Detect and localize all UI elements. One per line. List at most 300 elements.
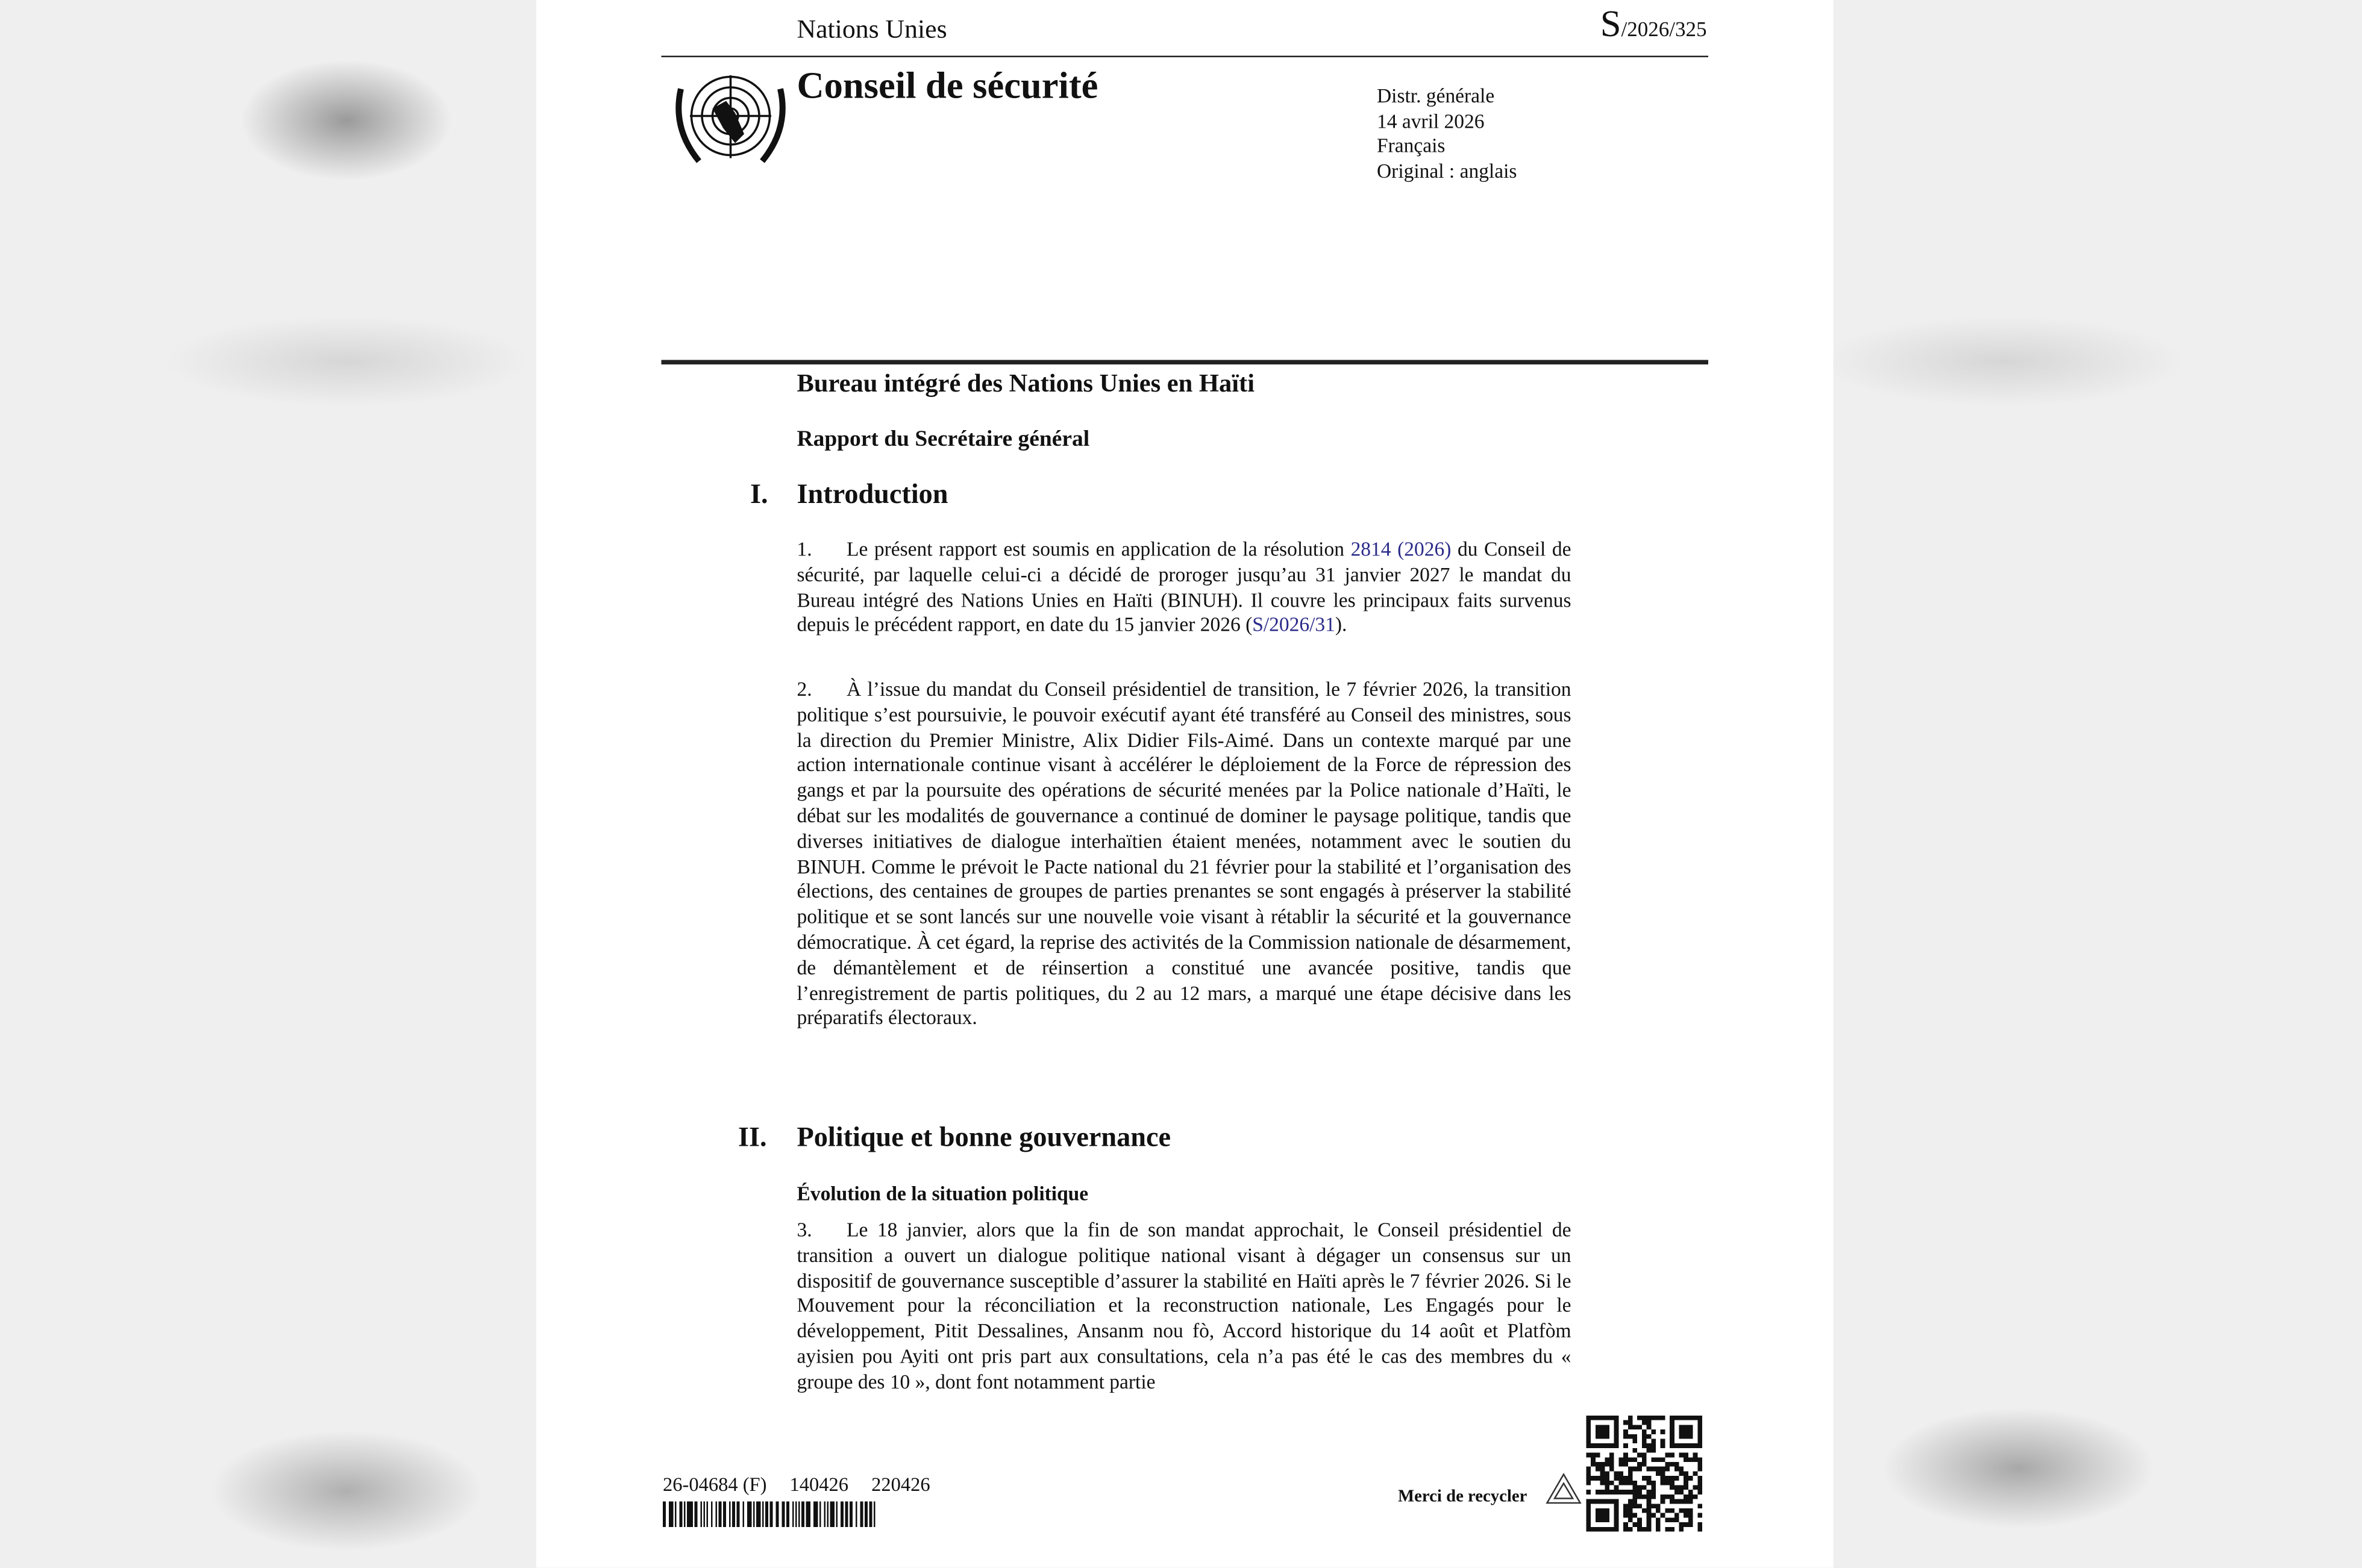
qr-module — [1647, 1425, 1652, 1429]
barcode-bar — [845, 1502, 848, 1528]
qr-module — [1688, 1476, 1693, 1481]
qr-module — [1647, 1476, 1652, 1481]
barcode-bar — [715, 1502, 716, 1528]
qr-module — [1587, 1476, 1591, 1481]
qr-module — [1665, 1527, 1670, 1532]
qr-module — [1647, 1517, 1652, 1522]
report-link[interactable]: S/2026/31 — [1252, 613, 1335, 636]
qr-module — [1656, 1504, 1661, 1508]
qr-module — [1674, 1499, 1679, 1504]
barcode-bar — [775, 1502, 778, 1528]
qr-module — [1605, 1457, 1609, 1462]
qr-module — [1656, 1416, 1661, 1420]
barcode-bar — [711, 1502, 712, 1528]
qr-module — [1591, 1476, 1596, 1481]
barcode-bar — [855, 1502, 857, 1528]
qr-module — [1670, 1462, 1674, 1467]
qr-module — [1697, 1457, 1702, 1462]
qr-module — [1661, 1481, 1665, 1485]
qr-module — [1670, 1499, 1674, 1504]
barcode-bar — [742, 1502, 745, 1528]
document-symbol — [1600, 5, 1707, 47]
qr-module — [1688, 1495, 1693, 1499]
qr-module — [1665, 1495, 1670, 1499]
qr-module — [1605, 1490, 1609, 1495]
qr-module — [1596, 1462, 1600, 1467]
qr-module — [1623, 1513, 1628, 1518]
qr-module — [1628, 1499, 1633, 1504]
qr-module — [1674, 1476, 1679, 1481]
barcode-bar — [874, 1502, 876, 1528]
qr-module — [1647, 1522, 1652, 1527]
qr-module — [1633, 1513, 1638, 1518]
qr-module — [1623, 1434, 1628, 1439]
qr-module — [1591, 1453, 1596, 1458]
qr-module — [1628, 1513, 1633, 1518]
qr-module — [1642, 1429, 1647, 1434]
qr-module — [1688, 1508, 1693, 1513]
qr-module — [1674, 1513, 1679, 1518]
barcode-bar — [835, 1502, 838, 1528]
qr-module — [1674, 1485, 1679, 1490]
title-rule — [662, 360, 1709, 364]
barcode-bar — [707, 1502, 708, 1528]
qr-module — [1623, 1481, 1628, 1485]
barcode-bar — [813, 1502, 814, 1528]
qr-module — [1697, 1467, 1702, 1472]
qr-module — [1661, 1439, 1665, 1444]
qr-module — [1609, 1457, 1614, 1462]
qr-module — [1651, 1416, 1656, 1420]
print-date-1: 140426 — [789, 1473, 849, 1496]
qr-module — [1587, 1453, 1591, 1458]
qr-module — [1628, 1471, 1633, 1476]
qr-module — [1651, 1485, 1656, 1490]
qr-module — [1651, 1481, 1656, 1485]
qr-module — [1674, 1490, 1679, 1495]
qr-module — [1651, 1513, 1656, 1518]
qr-module — [1642, 1476, 1647, 1481]
qr-module — [1647, 1504, 1652, 1508]
qr-module — [1614, 1476, 1619, 1481]
qr-module — [1684, 1476, 1688, 1481]
qr-module — [1670, 1476, 1674, 1481]
barcode-bar — [801, 1502, 805, 1528]
barcode-bar — [841, 1502, 843, 1528]
qr-module — [1609, 1453, 1614, 1458]
barcode-bar — [798, 1502, 800, 1528]
qr-module — [1688, 1522, 1693, 1527]
qr-module — [1623, 1453, 1628, 1458]
qr-module — [1609, 1490, 1614, 1495]
report-subtitle: Rapport du Secrétaire général — [797, 428, 1090, 452]
qr-module — [1642, 1434, 1647, 1439]
qr-module — [1633, 1434, 1638, 1439]
qr-module — [1684, 1481, 1688, 1485]
qr-module — [1618, 1476, 1623, 1481]
qr-module — [1679, 1508, 1684, 1513]
barcode-bar — [782, 1502, 785, 1528]
qr-module — [1628, 1527, 1633, 1532]
qr-module — [1693, 1485, 1698, 1490]
barcode-bar — [850, 1502, 852, 1528]
qr-module — [1661, 1416, 1665, 1420]
qr-module — [1651, 1429, 1656, 1434]
qr-module — [1633, 1490, 1638, 1495]
qr-module — [1618, 1457, 1623, 1462]
qr-module — [1693, 1453, 1698, 1458]
qr-module — [1628, 1434, 1633, 1439]
section-1-title: Introduction — [797, 480, 948, 511]
qr-module — [1587, 1467, 1591, 1472]
qr-module — [1697, 1527, 1702, 1532]
barcode-bar — [669, 1502, 673, 1528]
qr-module — [1628, 1476, 1633, 1481]
qr-module — [1642, 1420, 1647, 1425]
barcode-bar — [718, 1502, 722, 1528]
distribution-block — [1377, 84, 1517, 185]
qr-module — [1665, 1517, 1670, 1522]
qr-module — [1688, 1490, 1693, 1495]
qr-module — [1684, 1471, 1688, 1476]
qr-module — [1661, 1476, 1665, 1481]
barcode-bar — [703, 1502, 706, 1528]
qr-module — [1651, 1467, 1656, 1472]
footer-job-info — [663, 1473, 930, 1497]
qr-module — [1614, 1485, 1619, 1490]
qr-module — [1647, 1443, 1652, 1448]
qr-module — [1670, 1527, 1674, 1532]
qr-module — [1684, 1457, 1688, 1462]
qr-module — [1656, 1471, 1661, 1476]
barcode-bar — [748, 1502, 751, 1528]
barcode-bar — [732, 1502, 736, 1528]
qr-module — [1651, 1490, 1656, 1495]
report-title: Bureau intégré des Nations Unies en Haïti — [797, 369, 1255, 398]
org-name: Nations Unies — [797, 13, 947, 44]
qr-module — [1623, 1457, 1628, 1462]
qr-module — [1656, 1508, 1661, 1513]
symbol-prefix: S — [1600, 4, 1621, 45]
qr-module — [1665, 1481, 1670, 1485]
qr-module — [1637, 1504, 1642, 1508]
qr-module — [1670, 1485, 1674, 1490]
paragraph-text: Le 18 janvier, alors que la fin de son mandat approchait, le Conseil présidentiel de transition a ouvert un dialogue politique national visant à dégager un consensus sur un dispositif de gouvernance susceptible d’assurer la stabilité en Haïti après le 7 février 2026. Si le Mouvement pour la réconciliation et la reconstruction nationale, Les Engagés pour le développement, Pitit Dessalines, Ansanm nou fò, Accord historique du 14 août et Platfòm ayisien pou Ayiti ont pris part aux consultations, cela n’a pas été le cas des membres du « groupe des 10 », dont font notamment partie — [797, 1218, 1571, 1393]
qr-module — [1623, 1429, 1628, 1434]
qr-module — [1587, 1471, 1591, 1476]
qr-module — [1656, 1517, 1661, 1522]
qr-module — [1651, 1439, 1656, 1444]
qr-module — [1618, 1471, 1623, 1476]
qr-module — [1618, 1490, 1623, 1495]
qr-module — [1637, 1490, 1642, 1495]
qr-module — [1628, 1490, 1633, 1495]
qr-module — [1642, 1527, 1647, 1532]
qr-module — [1656, 1522, 1661, 1527]
qr-module — [1647, 1499, 1652, 1504]
qr-module — [1661, 1499, 1665, 1504]
qr-module — [1623, 1504, 1628, 1508]
qr-module — [1665, 1476, 1670, 1481]
barcode-bar — [792, 1502, 794, 1528]
qr-module — [1628, 1425, 1633, 1429]
qr-module — [1674, 1462, 1679, 1467]
distribution-type: Distr. générale — [1377, 84, 1495, 107]
qr-module — [1688, 1517, 1693, 1522]
barcode-bar — [869, 1502, 872, 1528]
qr-module — [1656, 1527, 1661, 1532]
qr-module — [1605, 1471, 1609, 1476]
qr-module — [1661, 1443, 1665, 1448]
print-date-2: 220426 — [871, 1473, 930, 1496]
qr-module — [1642, 1485, 1647, 1490]
barcode-bar — [815, 1502, 818, 1528]
barcode-bar — [828, 1502, 829, 1528]
qr-module — [1651, 1504, 1656, 1508]
qr-module — [1628, 1416, 1633, 1420]
qr-module — [1605, 1485, 1609, 1490]
qr-module — [1614, 1490, 1619, 1495]
qr-module — [1633, 1439, 1638, 1444]
qr-module — [1633, 1504, 1638, 1508]
qr-module — [1587, 1490, 1591, 1495]
qr-module — [1670, 1517, 1674, 1522]
section-2-number: II. — [738, 1123, 767, 1154]
qr-module — [1647, 1420, 1652, 1425]
barcode-bar — [686, 1502, 688, 1528]
barcode-bar — [770, 1502, 772, 1528]
qr-module — [1688, 1513, 1693, 1518]
qr-module — [1628, 1508, 1633, 1513]
qr-code-icon — [1587, 1416, 1703, 1532]
qr-module — [1623, 1476, 1628, 1481]
qr-module — [1623, 1522, 1628, 1527]
paragraph-number: 1. — [797, 537, 812, 560]
qr-module — [1693, 1495, 1698, 1499]
qr-module — [1600, 1476, 1605, 1481]
qr-module — [1637, 1517, 1642, 1522]
barcode-bar — [723, 1502, 725, 1528]
paragraph-text: Le présent rapport est soumis en application de la résolution — [847, 537, 1351, 560]
qr-module — [1684, 1485, 1688, 1490]
qr-module — [1661, 1513, 1665, 1518]
barcode-bar — [762, 1502, 763, 1528]
qr-module — [1591, 1457, 1596, 1462]
qr-module — [1697, 1481, 1702, 1485]
qr-module — [1633, 1481, 1638, 1485]
barcode-bar — [865, 1502, 868, 1528]
barcode-bar — [806, 1502, 810, 1528]
qr-module — [1647, 1481, 1652, 1485]
barcode-bar — [819, 1502, 821, 1528]
paragraph-text: du Conseil de sécurité, par laquelle celui-ci a décidé de proroger jusqu’au 31 janvier 2027 le mandat du Bureau intégré des Nations Unies en Haïti (BINUH). Il couvre les principaux faits survenus depuis le précédent rapport, en date du 15 janvier 2026 ( — [797, 537, 1571, 636]
qr-module — [1614, 1471, 1619, 1476]
qr-module — [1591, 1462, 1596, 1467]
qr-module — [1600, 1467, 1605, 1472]
qr-module — [1679, 1499, 1684, 1504]
barcode-bar — [757, 1502, 760, 1528]
qr-module — [1642, 1443, 1647, 1448]
qr-module — [1661, 1471, 1665, 1476]
qr-module — [1633, 1467, 1638, 1472]
barcode-bar — [683, 1502, 684, 1528]
qr-module — [1642, 1462, 1647, 1467]
section-1-number: I. — [750, 480, 768, 511]
barcode-bar — [700, 1502, 701, 1528]
qr-module — [1600, 1471, 1605, 1476]
qr-module — [1647, 1490, 1652, 1495]
paragraph-text: À l’issue du mandat du Conseil présidentiel de transition, le 7 février 2026, la transition politique s’est poursuivie, le pouvoir exécutif ayant été transféré au Conseil des ministres, sous la direction du Premier Ministre, Alix Didier Fils-Aimé. Dans un contexte marqué par une action internationale continue visant à accélérer le déploiement de la Force de répression des gangs et par la poursuite des opérations de sécurité menées par la Police nationale d’Haïti, le débat sur les modalités de gouvernance a continué de dominer le paysage politique, tandis que diverses initiatives de dialogue interhaïtien étaient menées, notamment avec le soutien du BINUH. Comme le prévoit le Pacte national du 21 février pour la stabilité et l’organisation des élections, des centaines de groupes de parties prenantes se sont engagés à préserver la stabilité politique et se sont lancés sur une nouvelle voie visant à rétablir la sécurité et la gouvernance démocratique. À cet égard, la reprise des activités de la Commission nationale de désarmement, de démantèlement et de réinsertion a constitué une avancée positive, tandis que l’enregistrement de partis politiques, du 2 au 12 mars, a marqué une étape décisive dans les préparatifs électoraux. — [797, 678, 1571, 1029]
qr-module — [1684, 1522, 1688, 1527]
un-emblem-icon — [669, 68, 792, 170]
qr-module — [1605, 1462, 1609, 1467]
qr-module — [1628, 1420, 1633, 1425]
qr-module — [1651, 1495, 1656, 1499]
qr-module — [1623, 1420, 1628, 1425]
qr-module — [1647, 1448, 1652, 1453]
barcode-bar — [753, 1502, 756, 1528]
barcode-bar — [663, 1502, 666, 1528]
qr-module — [1697, 1462, 1702, 1467]
barcode-icon — [663, 1502, 879, 1528]
qr-module — [1628, 1517, 1633, 1522]
qr-module — [1697, 1513, 1702, 1518]
qr-module — [1674, 1517, 1679, 1522]
qr-module — [1647, 1495, 1652, 1499]
qr-module — [1679, 1453, 1684, 1458]
barcode-bar — [674, 1502, 677, 1528]
qr-module — [1618, 1481, 1623, 1485]
qr-module — [1697, 1522, 1702, 1527]
qr-module — [1609, 1467, 1614, 1472]
qr-module — [1697, 1476, 1702, 1481]
qr-module — [1688, 1457, 1693, 1462]
council-name: Conseil de sécurité — [797, 66, 1098, 107]
paragraph-1 — [797, 538, 1571, 639]
distribution-original: Original : anglais — [1377, 160, 1517, 183]
barcode-bar — [766, 1502, 768, 1528]
qr-module — [1693, 1457, 1698, 1462]
barcode-bar — [689, 1502, 692, 1528]
qr-module — [1623, 1490, 1628, 1495]
qr-module — [1647, 1527, 1652, 1532]
qr-module — [1637, 1495, 1642, 1499]
recycle-icon — [1544, 1472, 1584, 1511]
qr-module — [1642, 1439, 1647, 1444]
qr-module — [1651, 1443, 1656, 1448]
qr-module — [1679, 1467, 1684, 1472]
qr-module — [1661, 1457, 1665, 1462]
qr-module — [1596, 1467, 1600, 1472]
qr-module — [1637, 1467, 1642, 1472]
paragraph-text: ). — [1335, 613, 1347, 636]
qr-module — [1642, 1457, 1647, 1462]
barcode-bar — [680, 1502, 682, 1528]
qr-module — [1637, 1453, 1642, 1458]
qr-module — [1633, 1495, 1638, 1499]
qr-module — [1609, 1462, 1614, 1467]
qr-module — [1596, 1476, 1600, 1481]
qr-module — [1693, 1471, 1698, 1476]
qr-module — [1623, 1462, 1628, 1467]
qr-module — [1642, 1416, 1647, 1420]
qr-module — [1647, 1434, 1652, 1439]
qr-module — [1647, 1508, 1652, 1513]
qr-module — [1596, 1425, 1609, 1438]
qr-module — [1679, 1425, 1693, 1438]
qr-module — [1684, 1513, 1688, 1518]
qr-module — [1637, 1485, 1642, 1490]
qr-module — [1665, 1467, 1670, 1472]
qr-module — [1647, 1513, 1652, 1518]
distribution-language: Français — [1377, 134, 1446, 158]
qr-module — [1637, 1462, 1642, 1467]
qr-module — [1642, 1508, 1647, 1513]
qr-module — [1679, 1485, 1684, 1490]
qr-module — [1684, 1453, 1688, 1458]
qr-module — [1642, 1453, 1647, 1458]
qr-module — [1600, 1481, 1605, 1485]
qr-module — [1596, 1453, 1600, 1458]
qr-module — [1628, 1504, 1633, 1508]
qr-module — [1623, 1508, 1628, 1513]
qr-module — [1637, 1425, 1642, 1429]
barcode-bar — [830, 1502, 834, 1528]
qr-module — [1697, 1490, 1702, 1495]
qr-module — [1623, 1527, 1628, 1532]
qr-module — [1596, 1490, 1600, 1495]
qr-module — [1684, 1499, 1688, 1504]
paragraph-number: 2. — [797, 678, 812, 701]
document-page — [536, 0, 1834, 1568]
qr-module — [1656, 1457, 1661, 1462]
qr-module — [1647, 1467, 1652, 1472]
qr-module — [1628, 1481, 1633, 1485]
qr-module — [1587, 1481, 1591, 1485]
qr-module — [1670, 1508, 1674, 1513]
qr-module — [1679, 1490, 1684, 1495]
barcode-bar — [694, 1502, 698, 1528]
qr-module — [1628, 1467, 1633, 1472]
barcode-bar — [728, 1502, 731, 1528]
qr-module — [1628, 1457, 1633, 1462]
qr-module — [1642, 1495, 1647, 1499]
qr-module — [1637, 1522, 1642, 1527]
barcode-bar — [787, 1502, 789, 1528]
header-rule — [662, 56, 1709, 58]
qr-module — [1633, 1485, 1638, 1490]
qr-module — [1605, 1476, 1609, 1481]
qr-module — [1618, 1462, 1623, 1467]
qr-module — [1661, 1495, 1665, 1499]
qr-module — [1633, 1499, 1638, 1504]
qr-module — [1605, 1481, 1609, 1485]
qr-module — [1679, 1471, 1684, 1476]
distribution-date: 14 avril 2026 — [1377, 109, 1485, 133]
qr-module — [1656, 1467, 1661, 1472]
qr-module — [1697, 1485, 1702, 1490]
qr-module — [1670, 1495, 1674, 1499]
qr-module — [1651, 1448, 1656, 1453]
resolution-link[interactable]: 2814 (2026) — [1350, 537, 1452, 560]
job-number: 26-04684 (F) — [663, 1473, 767, 1496]
qr-module — [1661, 1429, 1665, 1434]
barcode-bar — [860, 1502, 864, 1528]
paragraph-3 — [797, 1219, 1571, 1399]
qr-module — [1674, 1467, 1679, 1472]
paragraph-number: 3. — [797, 1218, 812, 1241]
qr-module — [1688, 1499, 1693, 1504]
